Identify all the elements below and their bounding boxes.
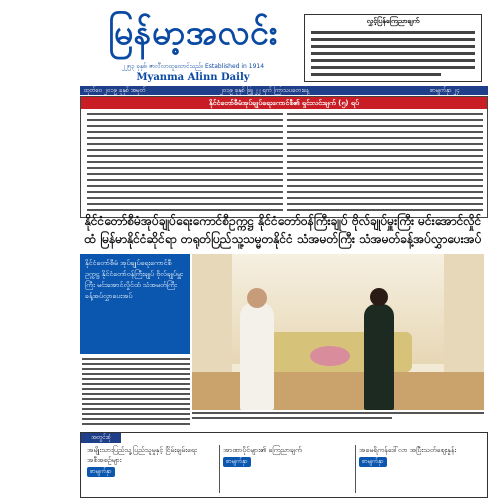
text-line (287, 119, 483, 121)
text-line (287, 167, 483, 169)
text-line (82, 418, 190, 420)
inside-item[interactable] (359, 445, 487, 495)
text-line (311, 73, 441, 76)
text-line (82, 358, 190, 360)
photo-person-left-head (247, 288, 267, 308)
issue-date: ၂၀၁၉ ခုနှစ် ဖြူ ၂၂ ရက် ကြာသပတေးနေ့ (220, 87, 310, 94)
text-line (287, 191, 483, 193)
inside-item-text: အမျိုးသားပြည်သူ့ပြည်သူမှုနှင့် ငြိမ်းချမ်းရေး အစီအစဉ်များ (87, 446, 197, 464)
text-line (287, 161, 483, 163)
text-line (82, 373, 190, 375)
text-line (287, 179, 483, 181)
inside-box (80, 432, 488, 498)
inside-tab: အတွင်းစုံ (81, 433, 121, 443)
text-line (311, 31, 475, 34)
article-body (82, 358, 190, 428)
english-title: Myanma Alinn Daily (136, 72, 250, 83)
photo-person-right (364, 304, 394, 410)
inside-item[interactable] (87, 445, 215, 495)
text-line (87, 113, 283, 115)
inside-item-tag: စာမျက်နှာ (87, 467, 115, 477)
text-line (192, 417, 392, 419)
inside-item-text: အာဏာပိုင်များ၏ ကြေညာချက် (223, 446, 302, 454)
photo-floor (192, 372, 484, 410)
text-line (82, 388, 190, 390)
text-line (82, 383, 190, 385)
text-line (287, 155, 483, 157)
text-line (311, 66, 475, 69)
text-line (82, 413, 190, 415)
divider (355, 445, 356, 493)
text-line (87, 149, 283, 151)
top-article-title: နိုင်ငံတော်စီမံအုပ်ချုပ်ရေးကောင်စီ၏ ရှင်းလင်းချက် (၅) ရပ် (81, 97, 487, 109)
text-line (287, 143, 483, 145)
inside-item-tag: စာမျက်နှာ (359, 457, 387, 467)
inside-item-text: အမေရိကန်ဒေါ်လာ အပြီးသတ်ဈေးနှုန်း (359, 446, 457, 454)
text-line (311, 52, 475, 55)
text-line (87, 167, 283, 169)
text-line (87, 131, 283, 133)
photo-caption (192, 412, 484, 424)
text-line (87, 137, 283, 139)
photo-flowers (310, 346, 350, 366)
date-band (80, 86, 488, 95)
text-line (287, 185, 483, 187)
text-line (87, 173, 283, 175)
notice-heading: လွှင့်ပြန်ကြေညာချက် (366, 17, 420, 25)
text-line (311, 38, 475, 41)
top-article (80, 96, 488, 218)
text-line (87, 119, 283, 121)
text-line (87, 125, 283, 127)
text-line (82, 423, 190, 425)
inside-item[interactable] (223, 445, 351, 495)
text-line (287, 149, 483, 151)
text-line (87, 191, 283, 193)
lead-summary: နိုင်ငံတော်စီမံ အုပ်ချုပ်ရေးကောင်စီဥက္ကဋ္ဌ နိုင်ငံတော်ဝန်ကြီးချုပ် ဗိုလ်ချုပ်မှူးကြီး မင်းအောင်လှိုင်ထံ သံအမတ်ကြီး ခန့်အပ်လွှာပေးအပ် (80, 254, 190, 354)
text-line (287, 125, 483, 127)
text-line (82, 363, 190, 365)
text-line (287, 209, 483, 211)
text-line (311, 45, 475, 48)
text-line (287, 113, 483, 115)
page-count: စာမျက်နှာ ၂၄ (430, 87, 460, 94)
text-line (87, 197, 283, 199)
text-line (82, 393, 190, 395)
established-line: ၂၂၅၃ ခုနှစ်၊ ဇာလီလာထူထောင်သည်။ Established in 1914 (121, 63, 265, 70)
text-line (287, 197, 483, 199)
text-line (87, 143, 283, 145)
text-line (82, 408, 190, 410)
text-line (87, 203, 283, 205)
text-line (87, 161, 283, 163)
notice-box (304, 14, 482, 82)
text-line (87, 185, 283, 187)
text-line (287, 203, 483, 205)
article-column-left (87, 113, 283, 215)
newspaper-title: မြန်မာ့အလင်း (108, 13, 278, 53)
issue-number: ထုတ်ဝေ ၂၀၁၉ ခုနှစ် အမှတ် (84, 87, 146, 94)
text-line (87, 155, 283, 157)
text-line (311, 59, 475, 62)
main-headline: နိုင်ငံတော်စီမံအုပ်ချုပ်ရေးကောင်စီဥက္ကဋ္ဌ နိုင်ငံတော်ဝန်ကြီးချုပ် ဗိုလ်ချုပ်မှူးကြီး မင်းအောင်လှိုင် ထံ မြန်မာနိုင်ငံဆိုင်ရာ တရုတ်ပြည်သူ့သမ္မတနိုင်ငံ သံအမတ်ကြီး သံအမတ်ခန့်အပ်လွှာပေးအပ် (84, 214, 482, 246)
photo-person-left (240, 302, 274, 410)
text-line (87, 179, 283, 181)
text-line (192, 412, 484, 414)
article-column-right (287, 113, 483, 215)
text-line (82, 398, 190, 400)
text-line (82, 403, 190, 405)
text-line (287, 173, 483, 175)
text-line (287, 131, 483, 133)
photo-person-right-head (370, 288, 388, 306)
inside-item-tag: စာမျက်နှာ (223, 457, 251, 467)
text-line (82, 378, 190, 380)
divider (219, 445, 220, 493)
text-line (287, 137, 483, 139)
main-photo (192, 254, 484, 410)
text-line (82, 368, 190, 370)
masthead (86, 6, 300, 90)
text-line (87, 209, 283, 211)
